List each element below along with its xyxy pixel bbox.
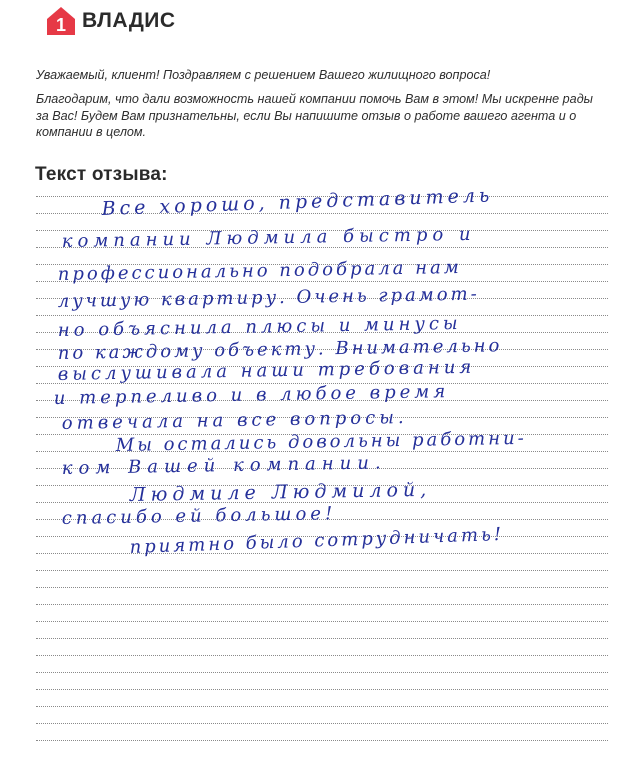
review-line: Мы остались довольны работни- (115, 427, 527, 456)
review-line: лучшую квартиру. Очень грамот- (57, 283, 480, 312)
request-text: Благодарим, что дали возможность нашей компании помочь Вам в этом! Мы искренне рады за Вас! Будем Вам признательны, если Вы напишите отзыв о работе вашего агента и о компании в целом. (36, 92, 593, 139)
logo-wordmark: ВЛАДИС (82, 9, 176, 32)
greeting-text: Уважаемый, клиент! Поздравляем с решением Вашего жилищного вопроса! (36, 68, 491, 82)
review-line: спасибо ей большое! (61, 503, 337, 529)
review-line: приятно было сотрудничать! (129, 523, 505, 558)
review-heading: Текст отзыва: (35, 164, 168, 185)
review-line: профессионально подобрала нам (57, 256, 462, 285)
logo-number: 1 (55, 15, 67, 35)
review-line: отвечала на все вопросы. (61, 406, 408, 434)
review-line: Все хорошо, представитель (101, 184, 494, 220)
review-line: выслушивала наши требования (57, 356, 476, 385)
review-line: ком Вашей компании. (61, 452, 387, 479)
review-line: и терпеливо и в любое время (53, 381, 450, 409)
review-line: Людмиле Людмилой, (129, 478, 432, 506)
review-line: но объяснила плюсы и минусы (57, 312, 462, 341)
review-line: по каждому объекту. Внимательно (57, 335, 503, 364)
review-line: компании Людмила быстро и (61, 223, 476, 252)
